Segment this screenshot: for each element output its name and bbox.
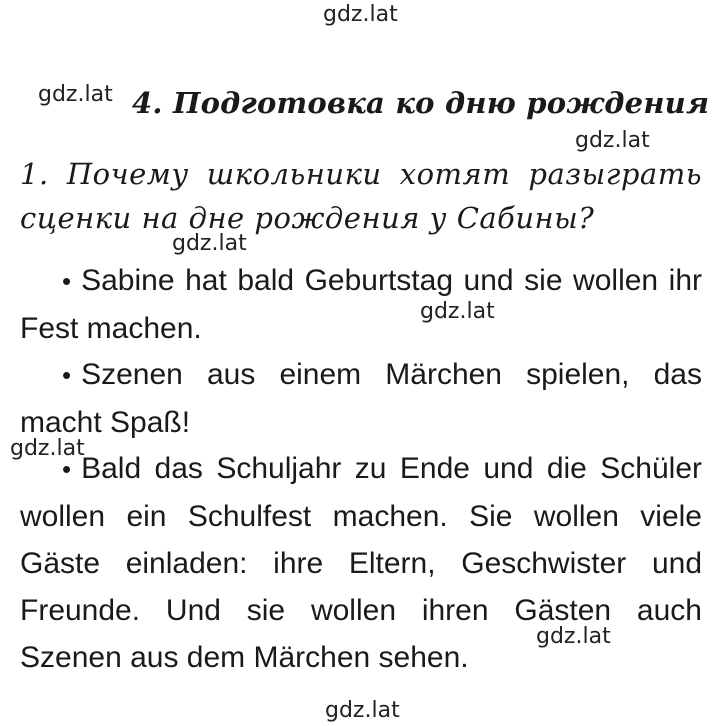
- bullet-icon: •: [62, 266, 72, 296]
- watermark: gdz.lat: [575, 128, 650, 153]
- section-heading: 4. Подготовка ко дню рождения: [132, 86, 710, 121]
- watermark: gdz.lat: [172, 231, 247, 256]
- answer-text: Bald das Schuljahr zu Ende und die Schüler wollen ein Schulfest machen. Sie wollen viele Gäste einladen: ihre Eltern, Geschwister und Freunde. Und sie wollen ihren Gästen auch Szenen aus dem Märchen sehen.: [20, 452, 702, 674]
- answer-item: [20, 351, 702, 446]
- bullet-icon: •: [62, 454, 72, 484]
- watermark: gdz.lat: [38, 82, 113, 107]
- bullet-icon: •: [62, 360, 72, 390]
- answer-text: Szenen aus einem Märchen spielen, das macht Spaß!: [20, 358, 702, 439]
- watermark: gdz.lat: [420, 299, 495, 324]
- watermark: gdz.lat: [325, 698, 400, 723]
- answer-text: Sabine hat bald Geburtstag und sie wollen ihr Fest machen.: [20, 264, 702, 345]
- watermark: gdz.lat: [323, 2, 398, 27]
- watermark: gdz.lat: [536, 624, 611, 649]
- question-text: 1. Почему школьники хотят разыграть сценки на дне рождения у Сабины?: [20, 157, 702, 235]
- answer-item: [20, 257, 702, 352]
- watermark: gdz.lat: [10, 436, 85, 461]
